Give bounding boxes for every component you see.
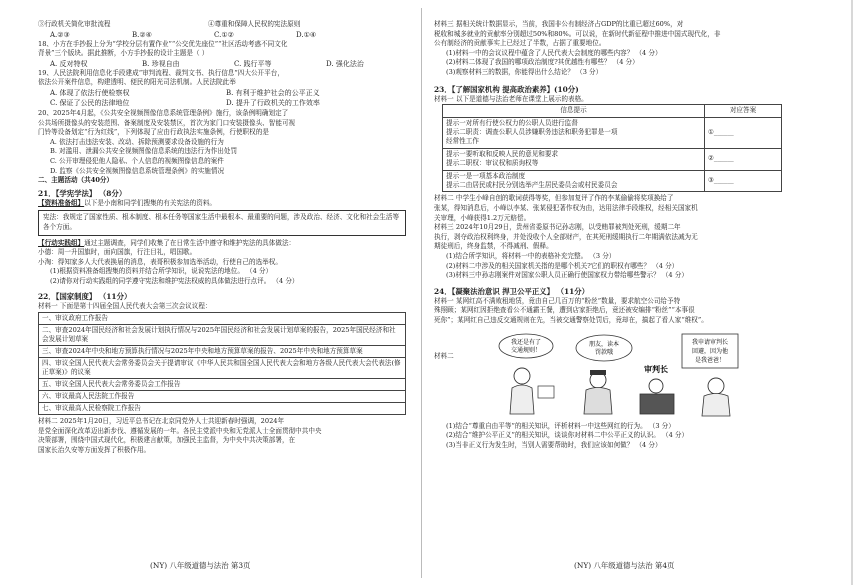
defendant-head — [708, 378, 724, 394]
page-divider — [421, 8, 422, 578]
info-cell: 提示一对所有行使公权力的公职人员进行监督 提示二职责：调查公职人员涉嫌职务违法和职务犯罪是一项 经常性工作 — [443, 117, 705, 148]
q21-prep-label: 【资料准备组】 — [38, 198, 85, 207]
q17-statements — [38, 20, 406, 30]
q17-choices — [38, 30, 406, 40]
q23-sub-1: (1)结合所学知识，将材料一中的表格补充完整。 （3 分） — [446, 251, 616, 260]
q20-line-3: 门铃等设备划定“行为红线”，下列体现了应由行政执法实施条例，行使职权的是 — [38, 128, 269, 137]
agenda-row: 七、审议最高人民检察院工作报告 — [39, 403, 406, 415]
q22-sub-2: (2)材料二体现了我国的哪项政治制度?其优越性有哪些？ （4 分） — [446, 58, 639, 67]
q18-line-1: 18、小方在手抄报上分为“学校分层有置作业”“公交优先座位”“社区活动考惑不同文化 — [38, 39, 288, 48]
q22-material-3-line-1: 材料三 据相关统计数据显示，当前，我国非公有制经济占GDP的比重已超过60%，对 — [434, 20, 684, 28]
q22-sub-1: (1)材料一中的会议议程中蕴含了人民代表大会制度的哪些内容？ （4 分） — [446, 48, 662, 57]
speech-right-line-3: 是我爸爸！ — [694, 356, 726, 364]
q23-material-2-line-2: 张某，得知消息后，小峰以李某、张某侵犯著作权为由，达用法律手段维权，经相关国家机 — [434, 204, 698, 212]
q22-material-3-line-3: 公有制经济的贡献事实上已经过了半数，占据了重要地位。 — [434, 39, 606, 48]
agenda-row: 一、审议政府工作报告 — [39, 313, 406, 325]
speech-right-line-2: 回避，因为他 — [691, 347, 729, 355]
q21-prep — [38, 199, 406, 209]
sign-board — [538, 386, 554, 398]
q23-material-3-line-2: 执行，剥夺政治权利终身，并处没收个人全部财产，在其死刑缓期执行二年期满依法减为无 — [434, 232, 698, 241]
speech-middle-line-1: 朋友，读本 — [588, 340, 620, 348]
page-footer-3: (NY) 八年级道德与法治 第3页 — [150, 561, 251, 570]
q22-material-2-line-4: 国家长治久安等方面发挥了积极作用。 — [38, 445, 151, 454]
q19-line-1: 19、人民法院利用信息化手段建成“审判流程、裁判文书、执行信息”四大公开平台， — [38, 68, 284, 77]
answer-blank-2[interactable]: ②______ — [705, 148, 782, 170]
q21-practice-2: 小德：周一升国旗时，面向国旗，行注目礼，唱国歌。 — [38, 248, 197, 257]
header-answer: 对应答案 — [705, 105, 782, 117]
q24-sub-3: (3)当非正义行为发生时，当别人需要帮助时，我们应该如何做？ （4 分） — [446, 440, 662, 449]
q21-sub-2: (2)请你对行动实践组的同学遵守宪法和维护宪法权威的具体做法进行点评。 （4 分） — [50, 276, 299, 285]
choice-d[interactable]: D.①④ — [296, 30, 317, 39]
statement-3: ③行政机关简化审批流程 — [38, 20, 111, 28]
choice-a[interactable]: A. 反对特权 — [50, 59, 88, 68]
judge-bench — [640, 394, 674, 414]
q20-line-2: 公共场所摄像头的安装范围、备案制度及安装禁区，首次为家门口安装摄像头、智能可视 — [38, 118, 296, 127]
table-header-row — [443, 105, 782, 117]
defendant-body — [702, 393, 730, 416]
speech-left-line-2: 交通规则！ — [510, 346, 542, 354]
q21-sub-1: (1)根据资料准备组搜集的资料并结合所学知识，说说宪法的地位。 （4 分） — [50, 267, 273, 276]
speech-bubble-left — [499, 334, 553, 358]
q20-choice-b[interactable]: B. 对滥用、泄漏公共安全视频图像信息系统的违法行为作出处罚 — [50, 147, 238, 156]
table-row — [443, 117, 782, 148]
q22-material-1: 材料一 下面是第十四届全国人民代表大会第三次会议议程： — [38, 302, 212, 311]
q23-intro: 材料一 以下是道德与法治老师在课堂上展示的表格。 — [434, 94, 588, 103]
choice-c[interactable]: C. 践行平等 — [234, 59, 272, 68]
q19-choices-row-1 — [38, 88, 406, 98]
cartoon-panel-middle — [576, 335, 632, 414]
q23-material-2-line-1: 材料二 中学生小峰自创的歌词获得等奖，但参加复评了作的李某偷偷将奖项换给了 — [434, 194, 674, 203]
q24-material-1-line-1: 材料一 某网红高不满败租地赁，竟由自己几百万的“粉丝”数量，要求航空公司给予特 — [434, 296, 681, 305]
q23-material-3-line-1: 材料三 2024年10月29日，贵州省委原书记孙志刚，以受贿罪被判处死刑，缓期二年 — [434, 223, 681, 232]
page-footer-4: (NY) 八年级道德与法治 第4页 — [574, 561, 675, 570]
person-head — [514, 368, 530, 384]
choice-d[interactable]: D. 强化法治 — [326, 59, 364, 68]
q22-material-2-line-3: 决策部署，围绕中国式现代化，积极建言献策，加强民主监督，为中央中共决策部署，在 — [38, 436, 296, 445]
table-row — [443, 170, 782, 192]
q20-choice-d[interactable]: D. 监察《公共安全视频图像信息系统管理条例》的实施情况 — [50, 166, 225, 175]
q18-line-2: 背景”三个版块。据此推断，小方手抄报的设计主题是（ ） — [38, 49, 209, 58]
agenda-row: 六、审议最高人民法院工作报告 — [39, 391, 406, 403]
choice-b[interactable]: B.②④ — [132, 30, 152, 39]
cartoon-illustration — [494, 328, 744, 420]
cartoon-panel-right — [640, 334, 738, 416]
info-cell: 提示一要听取和反映人民的意见和要求 提示二职权：审议权和质询权等 — [443, 148, 705, 170]
q23-title: 23．【了解国家机构 提高政治素养】(10分) — [434, 84, 579, 94]
table-row — [443, 148, 782, 170]
choice-a[interactable]: A.②③ — [50, 30, 70, 39]
speech-right-line-1: 我申请审判长 — [691, 338, 729, 346]
q23-material-2-line-3: 关审理，小峰获得1.2万元赔偿。 — [434, 213, 531, 222]
speech-middle-line-2: 罚款哦 — [594, 348, 614, 356]
speech-left-line-1: 我还是有了 — [510, 338, 542, 346]
q20-choice-a[interactable]: A. 依法打击违法安装、改动、拆除预测要求设备设施的行为 — [50, 137, 224, 146]
agenda-row: 五、审议全国人民代表大会常务委员会工作报告 — [39, 379, 406, 391]
q19-choices-row-2 — [38, 98, 406, 108]
police-cap — [590, 370, 606, 375]
info-cell: 提示一是一项基本政治制度 提示二由居民或村民分别选举产生居民委员会或村民委员会 — [443, 170, 705, 192]
q21-practice-label: 【行动实践组】 — [38, 238, 85, 247]
q21-practice-1: 【行动实践组】通过主题调查，同学们收集了在日常生活中遵守和维护宪法的具体做法： — [38, 238, 296, 247]
q23-info-table — [442, 104, 782, 192]
choice-c[interactable]: C.①② — [214, 30, 234, 39]
q22-sub-3: (3)观察材料三的数据，你能得出什么结论？ （3 分） — [446, 67, 603, 76]
q18-choices — [38, 59, 406, 69]
q24-sub-2: (2)结合“维护公平正义”的相关知识，谈谈你对材料二中公平正义的认识。 （4 分） — [446, 431, 689, 440]
q21-practice-3: 小淘：得知家多人大代表换届的消息，表哥积极参加选举活动，行使自己的选举权。 — [38, 257, 282, 266]
q24-material-2-label: 材料二 — [434, 351, 454, 360]
q23-sub-2: (2)材料二中涉及的相关国家机关指的是哪个机关?它们的职权有哪些？ （4 分） — [446, 261, 679, 270]
person-body — [510, 385, 534, 414]
q24-sub-1: (1)结合“尊重自由平等”的相关知识，评析材料一中这些网红的行为。 （3 分） — [446, 421, 675, 430]
judge-label: 审判长 — [644, 364, 668, 374]
section-2-title: 二、主题活动（共40分） — [38, 176, 114, 185]
q22-title: 22．【国家制度】 （11分） — [38, 292, 132, 302]
header-info: 信息提示 — [443, 105, 705, 117]
q24-material-1-line-2: 殊照顾；某网红因拒绝查看公不通霸王餐，遭到店家拒绝后，竟还被安编排“粉丝”“本事很 — [434, 306, 695, 315]
q20-choice-c[interactable]: C. 公开审理侵犯他人隐私、个人信息的视频图像信息的案件 — [50, 156, 224, 165]
q19-line-2: 依法公开案件信息，构建透明、便民的阳光司法机制。人民法院此举 — [38, 78, 236, 87]
choice-b[interactable]: B. 珍视自由 — [142, 59, 180, 68]
cartoon-panel-left — [499, 334, 554, 414]
q24-title: 24．【凝聚法治意识 捍卫公平正义】 （11分） — [434, 286, 590, 296]
q22-material-2-line-2: 是党全面深化改革迈出新步伐、遵循发展的一年。各民主党派中央和无党派人士全面贯彻中共中央 — [38, 426, 322, 435]
answer-blank-3[interactable]: ③______ — [705, 170, 782, 192]
q23-material-3-line-3: 期徒刑后，终身监禁，不得减刑、假释。 — [434, 242, 553, 251]
q24-cartoon-row — [434, 328, 836, 420]
q21-title: 21．【学宪学法】 （8分） — [38, 188, 127, 198]
choice-c[interactable]: C. 保证了公民的法律地位 — [50, 98, 130, 107]
agenda-row: 三、审查2024年中央和地方预算执行情况与2025年中央和地方预算草案的报告、2025年中央和地方预算草案 — [39, 346, 406, 358]
agenda-row: 四、审议全国人民代表大会常务委员会关于提请审议《中华人民共和国全国人民代表大会和地方各级人民代表大会代表法(修正草案)》的议案 — [39, 358, 406, 379]
q22-material-2-line-1: 材料二 2025年1月20日，习近平总书记在北京同党外人士共迎新春时强调，2024年 — [38, 417, 285, 426]
right-edge — [851, 0, 853, 585]
police-body — [584, 387, 612, 414]
choice-a[interactable]: A. 体现了依法行使检察权 — [50, 88, 130, 97]
q24-material-1-line-3: 死你”；某网红自己违反交通规则在先，当被交通警察处罚后，竟却在，搞起了看人家“维权”。 — [434, 315, 708, 324]
right-page — [424, 0, 844, 585]
choice-d[interactable]: D. 提升了行政机关的工作效率 — [226, 98, 320, 107]
q21-quote: 宪法：我规定了国家性质、根本制度、根本任务等国家生活中最根本、最重要的问题，涉及政治、经济、文化和社会生活等各个方面。 — [43, 213, 400, 231]
q23-sub-3: (3)材料三中孙志刚案件对国家公职人员正确行使国家权力带给哪些警示？ （4 分） — [446, 271, 688, 280]
judge-head — [649, 379, 663, 393]
left-page — [0, 0, 418, 585]
answer-blank-1[interactable]: ①______ — [705, 117, 782, 148]
q20-line-1: 20、2025年4月起，《公共安全视频图像信息系统管理条例》施行，该条例明确划定了 — [38, 108, 289, 117]
choice-b[interactable]: B. 有利于维护社会的公平正义 — [226, 88, 320, 97]
agenda-row: 二、审查2024年国民经济和社会发展计划执行情况与2025年国民经济和社会发展计划草案的报告，2025年国民经济和社会发展计划草案 — [39, 325, 406, 346]
statement-4: ④尊重和保障人民权的宪法原则 — [208, 20, 301, 28]
q22-agenda-table — [38, 312, 406, 415]
q21-prep-text: 以下是小南和同学们搜集的有关宪法的资料。 — [84, 198, 217, 207]
q21-quote-box — [38, 210, 406, 235]
q22-material-3-line-2: 税收和城多就业的贡献率分别超过50%和80%。可以说，在新时代新征程中推进中国式现代化，非 — [434, 29, 721, 38]
speech-bubble-middle — [576, 335, 632, 361]
